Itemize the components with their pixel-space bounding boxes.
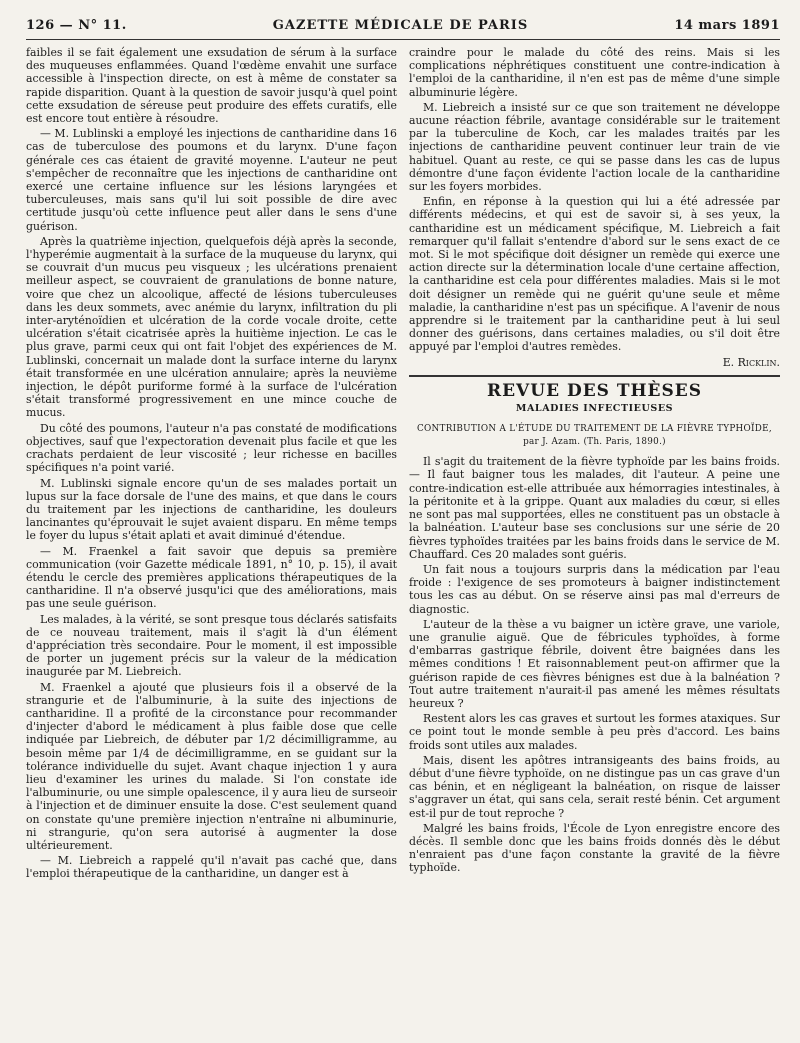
section-title: REVUE DES THÈSES — [486, 380, 703, 401]
paragraph: Un fait nous a toujours surpris dans la médication par l'eau froide : l'exigence de ses promoteurs à baigner indistinctement tous les cas au début. On se réserve ainsi pas mal d'erreurs de diagnostic. — [409, 562, 780, 616]
paragraph: — M. Fraenkel a fait savoir que depuis sa première communication (voir Gazette médicale 1891, n° 10, p. 15), il avait étendu le cercle des premières applications thérapeutiques de la cantharidine. Il n'a observé jusqu'ici que des améliorations, mais pas une seule guérison. — [26, 544, 397, 611]
paragraph: — M. Lublinski a employé les injections de cantharidine dans 16 cas de tuberculose des poumons et du larynx. D'une façon générale ces cas étaient de gravité moyenne. L'auteur ne peut s'empêcher de reconnaître que les injections de cantharidine ont exercé une certaine influence sur les lésions laryngées et tuberculeuses, mais sans qu'il lui soit possible de dire avec certitude jusqu'où cette influence peut aller dans le sens d'une guérison. — [26, 127, 397, 233]
paragraph: Restent alors les cas graves et surtout les formes ataxiques. Sur ce point tout le monde semble à peu près d'accord. Les bains froids sont utiles aux malades. — [409, 712, 780, 752]
paragraph: Enfin, en réponse à la question qui lui a été adressée par différents médecins, et qui est de savoir si, à ses yeux, la cantharidine est un médicament spécifique, M. Liebreich a fait remarquer qu'il fallait s'entendre d'abord sur le sens exact de ce mot. Si le mot spécifique doit désigner un remède qui exerce une action directe sur la détermination locale d'une certaine affection, la cantharidine est cela pour différentes maladies. Mais si le mot doit désigner un remède qui ne guérit qu'une seule et même maladie, la cantharidine n'est pas un spécifique. A l'avenir de nous apprendre si le traitement par la cantharidine peut à lui seul donner des guérisons, dans certaines maladies, ou s'il doit être appuyé par l'emploi d'autres remèdes. — [409, 195, 780, 354]
thesis-reference — [409, 423, 780, 449]
right-column — [409, 46, 780, 883]
paragraph: Du côté des poumons, l'auteur n'a pas constaté de modifications objectives, sauf que l'expectoration devenait plus facile et que les crachats perdaient de leur viscosité ; leur richesse en bacilles spécifiques n'a point varié. — [26, 421, 397, 475]
section-subtitle: MALADIES INFECTIEUSES — [515, 403, 674, 415]
paragraph: craindre pour le malade du côté des reins. Mais si les complications néphrétiques constituent une contre-indication à l'emploi de la cantharidine, il n'en est pas de même d'une simple albuminurie légère. — [409, 46, 780, 99]
page-header — [26, 18, 780, 40]
journal-title: GAZETTE MÉDICALE DE PARIS — [272, 18, 529, 33]
paragraph: Mais, disent les apôtres intransigeants des bains froids, au début d'une fièvre typhoïde, on ne distingue pas un cas grave d'un cas bénin, et en négligeant la balnéation, on risque de laisser s'aggraver un état, qui sans cela, serait resté bénin. Cet argument est-il pur de tout reproche ? — [409, 753, 780, 820]
author-signature: E. Ricklin. — [722, 355, 780, 369]
article-columns — [26, 46, 780, 883]
paragraph: L'auteur de la thèse a vu baigner un ictère grave, une variole, une granulie aiguë. Que de fébricules typhoïdes, à forme d'embarras gastrique fébrile, doivent être baignées dans les mêmes conditions ! Et raisonnablement peut-on affirmer que la guérison rapide de ces fièvres bénignes est due à la balnéation ? Tout autre traitement n'aurait-il pas amené les mêmes résultats heureux ? — [409, 617, 780, 710]
section-divider — [409, 375, 780, 377]
paragraph: M. Lublinski signale encore qu'un de ses malades portait un lupus sur la face dorsale de l'une des mains, et que dans le cours du traitement par les injections de cantharidine, les douleurs lancinantes qu'éprouvait le sujet avaient disparu. En même temps le foyer du lupus s'était aplati et avait diminué d'étendue. — [26, 476, 397, 543]
paragraph: Il s'agit du traitement de la fièvre typhoïde par les bains froids. — Il faut baigner tous les malades, dit l'auteur. A peine une contre-indication est-elle attribuée aux hémorragies intestinales, à la péritonite et à la grippe. Quant aux maladies du cœur, si elles ne sont pas mal supportées, elles ne constituent pas un obstacle à la balnéation. L'auteur base ses conclusions sur une série de 20 fièvres typhoïdes traitées par les bains froids dans le service de M. Chauffard. Ces 20 malades sont guéris. — [409, 455, 780, 561]
issue-date: 14 mars 1891 — [674, 18, 780, 33]
page-number: 126 — N° 11. — [26, 18, 127, 33]
paragraph: Malgré les bains froids, l'École de Lyon enregistre encore des décès. Il semble donc que les bains froids donnés dès le début n'enraient pas d'une façon constante la gravité de la fièvre typhoïde. — [409, 821, 780, 875]
paragraph: M. Liebreich a insisté sur ce que son traitement ne développe aucune réaction fébrile, avantage considérable sur le traitement par la tuberculine de Koch, car les malades traités par les injections de cantharidine peuvent continuer leur train de vie habituel. Quant au reste, ce qui se passe dans les cas de lupus démontre d'une façon évidente l'action locale de la cantharidine sur les foyers morbides. — [409, 100, 780, 194]
thesis-author: par J. Azam. (Th. Paris, 1890.) — [523, 437, 666, 448]
paragraph: faibles il se fait également une exsudation de sérum à la surface des muqueuses enflammées. Quand l'œdème envahit une surface accessible à l'inspection directe, on est à même de constater sa rapide disparition. Quant à la question de savoir jusqu'à quel point cette exsudation de séreuse peut produire des effets curatifs, elle est encore tout entière à résoudre. — [26, 46, 397, 126]
paragraph: M. Fraenkel a ajouté que plusieurs fois il a observé de la strangurie et de l'albuminurie, à la suite des injections de cantharidine. Il a profité de la circonstance pour recommander d'injecter d'abord le médicament à plus faible dose que celle indiquée par Liebreich, de débuter par 1/2 décimilligramme, au besoin même par 1/4 de décimilligramme, en se guidant sur la tolérance individuelle du sujet. Avant chaque injection 1 y aura lieu d'examiner les urines du malade. Si l'on constate ide l'albuminurie, ou une simple opalescence, il y aura lieu de surseoir à l'injection et de diminuer ensuite la dose. C'est seulement quand on constate qu'une première injection n'entraîne ni albuminurie, ni strangurie, qu'on sera autorisé à augmenter la dose ultérieurement. — [26, 680, 397, 852]
thesis-title: CONTRIBUTION A L'ÉTUDE DU TRAITEMENT DE LA FIÈVRE TYPHOÏDE, — [417, 424, 772, 435]
paragraph: — M. Liebreich a rappelé qu'il n'avait pas caché que, dans l'emploi thérapeutique de la cantharidine, un danger est à — [26, 854, 397, 881]
paragraph: Les malades, à la vérité, se sont presque tous déclarés satisfaits de ce nouveau traitement, mais il s'agit là d'un élément d'appréciation très secondaire. Pour le moment, il est impossible de porter un jugement précis sur la valeur de la médication inaugurée par M. Liebreich. — [26, 612, 397, 679]
left-column — [26, 46, 397, 883]
paragraph: Après la quatrième injection, quelquefois déjà après la seconde, l'hyperémie augmentait à la surface de la muqueuse du larynx, qui se couvrait d'un mucus peu visqueux ; les ulcérations prenaient meilleur aspect, se couvraient de granulations de bonne nature, voire que chez un alcoolique, affecté de lésions tuberculeuses dans les deux sommets, avec anémie du larynx, infiltration du pli inter-aryténoïdien et ulcération de la corde vocale droite, cette ulcération s'était cicatrisée après la huitième injection. Le cas le plus grave, parmi ceux qui ont fait l'objet des expériences de M. Lublinski, concernait un malade dont la surface interne du larynx était transformée en une ulcération annulaire; après la neuvième injection, le dépôt puriforme formé à la surface de l'ulcération s'était transformé progressivement en une mince couche de mucus. — [26, 234, 397, 420]
